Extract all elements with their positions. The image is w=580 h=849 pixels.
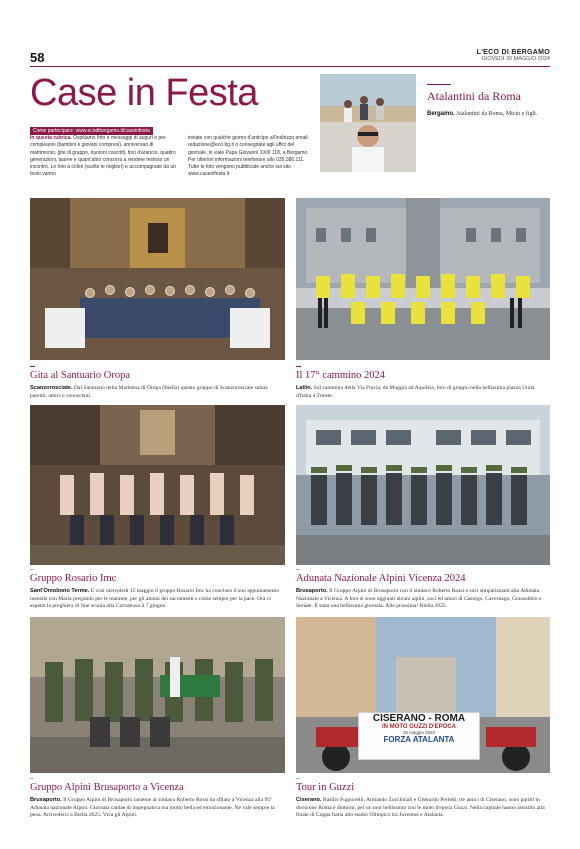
featured-rule: [427, 84, 451, 85]
place-guzzi: Ciserano.: [296, 797, 322, 803]
kicker-rosario: ▬: [30, 567, 34, 571]
caption-text-oropa: Dal Santuario della Madonna di Oropa (Biella) questo gruppo di Scanzorosciate saluta parenti, amici e conoscenti.: [30, 385, 268, 399]
banner-line1: CISERANO - ROMA: [372, 713, 466, 724]
title-alpini-vicenza: Adunata Nazionale Alpini Vicenza 2024: [296, 573, 466, 584]
caption-cammino: [296, 385, 550, 400]
title-guzzi: Tour in Guzzi: [296, 782, 355, 793]
caption-text-alpini-brusaporto: Il Gruppo Alpini di Brusaporto insieme al sindaco Roberto Rossi ha sfilato a Vicenza alla 95ª Adunata nazionale Alpini. Giornata caldae di impegnativa ma molto bella ed emozionante. Ne vale sempre la pena. Arrivederci a Biella 2025. Viva gli Alpini.: [30, 797, 275, 819]
title-oropa: Gita al Santuario Oropa: [30, 370, 131, 381]
kicker-guzzi: ▬: [296, 776, 300, 780]
kicker-alpini-vicenza: ▬: [296, 567, 300, 571]
featured-photo: [320, 74, 416, 172]
caption-oropa: [30, 385, 286, 400]
featured-place: Bergamo.: [427, 111, 455, 117]
caption-guzzi: [296, 797, 550, 820]
caption-text-alpini-vicenza: Il Gruppo Alpini di Brusaporto con il sindaco Roberto Rossi e soci simpatizzanti alla Adunata Nazionale a Vicenza. A loro si sono aggiunti alcuni alpini, soci ed amici di Casnigo, Cavernago, Grassobbio e Seriate. È stata una bellissima giornata. Alla prossima! Biella 2025.: [296, 588, 542, 610]
top-rule: [30, 66, 550, 67]
page-number: 58: [30, 50, 45, 65]
caption-alpini-vicenza: [296, 588, 550, 611]
title-rosario: Gruppo Rosario Imc: [30, 573, 117, 584]
rule-cammino: [296, 366, 301, 367]
title-cammino: Il 17° cammino 2024: [296, 370, 386, 381]
place-alpini-vicenza: Brusaporto.: [296, 588, 328, 594]
title-alpini-brusaporto: Gruppo Alpini Brusaporto a Vicenza: [30, 782, 184, 793]
caption-text-cammino: Sul cammino della Via Flavia, da Muggia ad Aquileia, foto di gruppo nella bellissima piazza Unità d'Italia a Trieste.: [296, 385, 535, 399]
place-rosario: Sant'Omobono Terme.: [30, 588, 90, 594]
photo-rosario: [30, 405, 285, 565]
featured-title: Atalantini da Roma: [427, 89, 521, 103]
caption-rosario: [30, 588, 286, 611]
place-alpini-brusaporto: Brusaporto.: [30, 797, 62, 803]
place-cammino: Lallio.: [296, 385, 313, 391]
kicker-alpini-brusaporto: ▬: [30, 776, 34, 780]
photo-cammino: [296, 198, 550, 360]
masthead: [477, 49, 550, 62]
promo-bar[interactable]: Come partecipare: www.ecodibergamo.it/caseinfesta: [30, 127, 153, 135]
banner-line2: IN MOTO GUZZI D'EPOCA: [382, 724, 456, 730]
section-title: Case in Festa: [30, 72, 258, 114]
photo-oropa: [30, 198, 285, 360]
photo-guzzi: [296, 617, 550, 773]
caption-alpini-brusaporto: [30, 797, 286, 820]
masthead-date: GIOVEDÌ 30 MAGGIO 2024: [481, 56, 550, 62]
rule-oropa: [30, 366, 35, 367]
caption-text-rosario: E così mercoledì 15 maggio il gruppo Rosario Imc ha concluso il suo appuntamento mensile con Maria pregando per le mamme, per gli alunni dei sacramenti e come sempre per la pace. Ora ci aspetta la preghiera di fine scuola alla Cornabusa il 7 giugno.: [30, 588, 279, 610]
intro-left: [30, 135, 178, 179]
banner-line3: 15 maggio 2024: [402, 729, 436, 735]
banner-line4: FORZA ATALANTA: [383, 734, 455, 744]
place-oropa: Scanzorosciate.: [30, 385, 73, 391]
intro-lead: In questa rubrica.: [30, 135, 72, 141]
intro-right: inviate con qualche giorno d'anticipo all'indirizzo email: redazione@eco.bg.it o consegnate agli uffici del giornale, in viale Papa Giovanni XXIII 118, a Bergamo. Per ulteriori informazioni telefonare allo 035.386.111. Tutte le foto vengono pubblicate anche sul sito www.caseinfesta.it: [188, 135, 309, 178]
featured-caption: [427, 110, 552, 118]
intro-left-text: Ospitiamo foto e messaggi di auguri e per compleanni (bambini e giovani compresi), anniversari di matrimonio, gite di gruppo, riunioni coscritti, fiori d'arancio, quattro generazioni, lauree e quant'altro concorra a rendere festoso un incontro. Le foto a colori (scelte le migliori) e accompagnate da un testo vanno: [30, 135, 176, 178]
featured-caption-text: Atalantini da Roma, Micio e figli.: [455, 111, 538, 117]
guzzi-banner: [358, 712, 480, 760]
caption-text-guzzi: Basilio Fugnorelli, Armando Zucchinali e Gherardo Perletti, tre amici di Ciserano, sono partiti in direzione Roma e dintorni, per un tour bellissimo con le moto d'epoca Guzzi. Nella capitale hanno assistito alla finale di Coppa Italia allo stadio Olimpico tra Juventus e Atalanta.: [296, 797, 545, 819]
photo-alpini-brusaporto: [30, 617, 285, 773]
photo-alpini-vicenza: [296, 405, 550, 565]
masthead-paper: L'ECO DI BERGAMO: [476, 49, 550, 56]
